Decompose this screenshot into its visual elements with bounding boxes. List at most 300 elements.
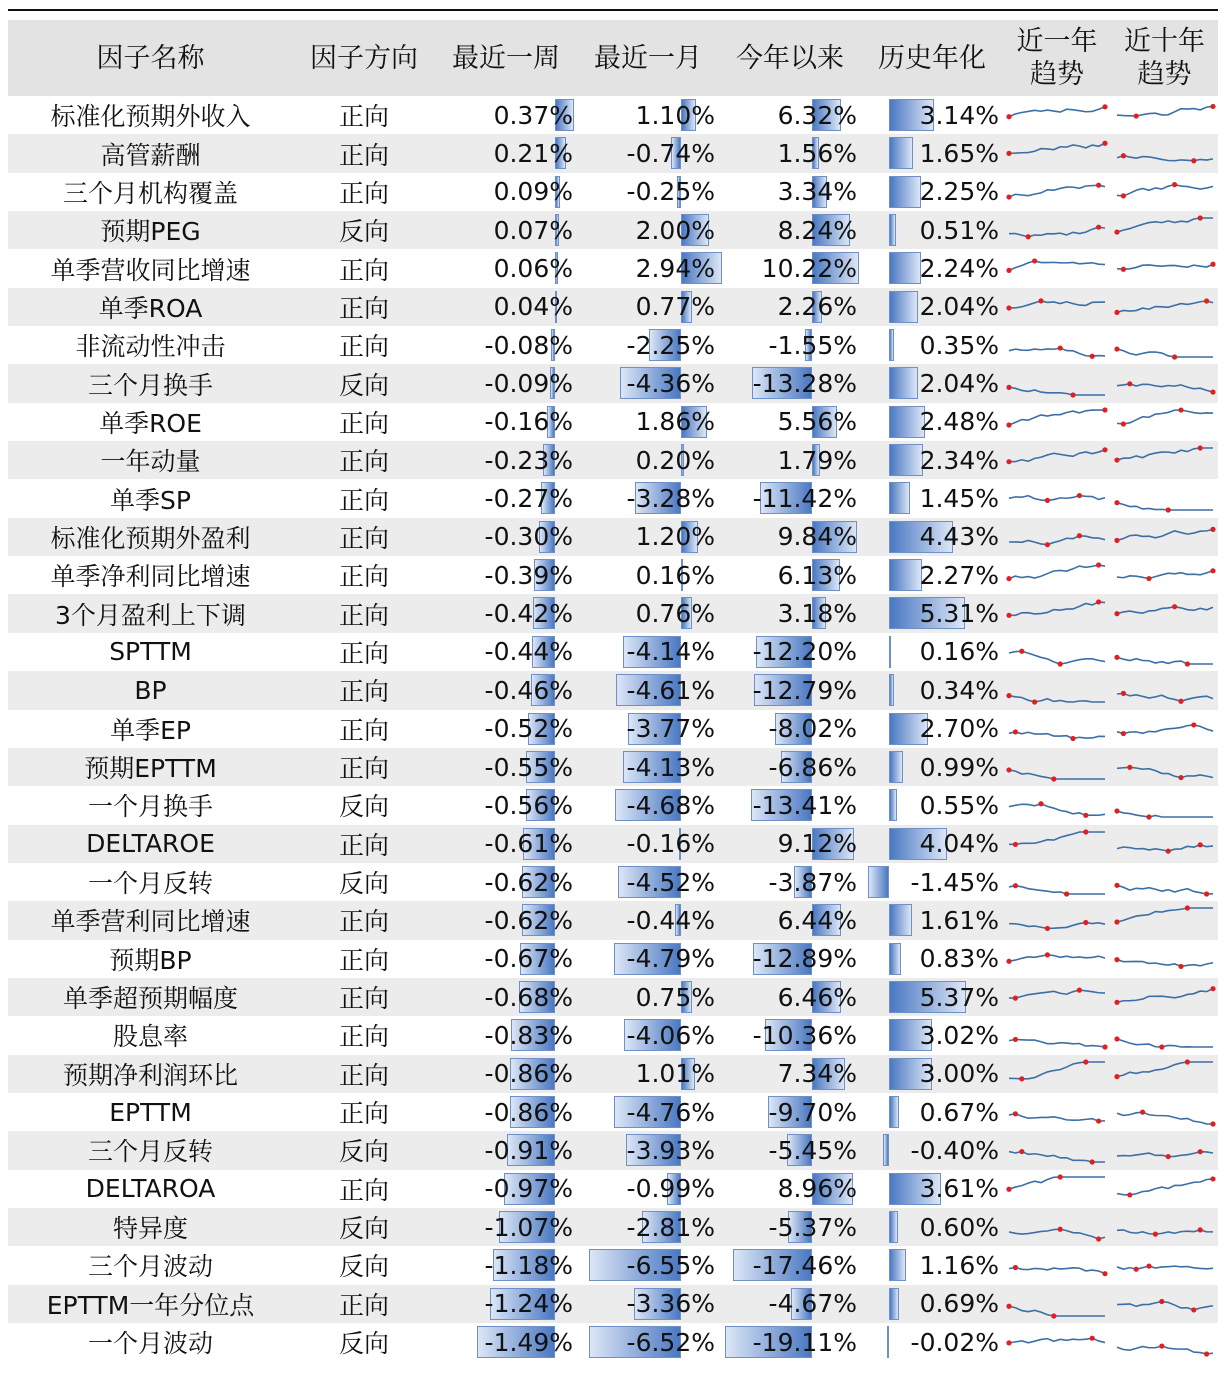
hist-cell <box>861 863 1003 901</box>
ytd-cell <box>719 671 861 709</box>
ytd-value: 6.13% <box>777 560 857 590</box>
month-cell <box>577 288 719 326</box>
sparkline-max-marker <box>1210 1176 1215 1181</box>
sparkline-min-marker <box>1114 920 1119 925</box>
trend-10y-sparkline <box>1113 406 1217 438</box>
sparkline-max-marker <box>1210 568 1215 573</box>
sparkline-max-marker <box>1077 987 1082 992</box>
ytd-value: -8.02% <box>768 714 857 744</box>
trend-1y-sparkline <box>1005 252 1109 284</box>
factor-direction: 正向 <box>338 523 389 553</box>
table-row <box>8 978 1218 1016</box>
hist-value: 3.00% <box>919 1059 999 1089</box>
month-cell <box>577 1170 719 1208</box>
month-value: -6.55% <box>626 1250 715 1280</box>
sparkline-path <box>1117 1301 1213 1309</box>
table-row <box>8 1170 1218 1208</box>
trend-1y-sparkline <box>1005 828 1109 860</box>
factor-name: 一个月换手 <box>87 792 213 822</box>
sparkline-max-marker <box>1198 1149 1203 1154</box>
sparkline-min-marker <box>1102 1045 1107 1050</box>
ytd-cell <box>719 173 861 211</box>
table-row <box>8 518 1218 556</box>
header-trend-10y-line2: 趋势 <box>1137 59 1192 90</box>
trend-1y-sparkline <box>1005 406 1109 438</box>
sparkline-max-marker <box>1083 920 1088 925</box>
trend-1y-sparkline <box>1005 291 1109 323</box>
hist-bar <box>868 866 889 898</box>
month-value: 0.20% <box>635 445 715 475</box>
month-cell <box>577 786 719 824</box>
trend-10y-sparkline <box>1113 1096 1217 1128</box>
hist-value: 4.04% <box>919 829 999 859</box>
factor-name: BP <box>134 675 167 705</box>
week-value: -0.86% <box>484 1097 573 1127</box>
week-cell <box>435 288 577 326</box>
sparkline-path <box>1117 1346 1213 1354</box>
sparkline-max-marker <box>1038 298 1043 303</box>
month-cell <box>577 173 719 211</box>
ytd-cell <box>719 748 861 786</box>
sparkline-min-marker <box>1083 813 1088 818</box>
month-value: -4.68% <box>626 790 715 820</box>
ytd-value: 5.56% <box>777 407 857 437</box>
table-row <box>8 710 1218 748</box>
hist-value: 5.37% <box>919 982 999 1012</box>
month-value: -0.44% <box>626 905 715 935</box>
month-cell <box>577 403 719 441</box>
month-cell <box>577 326 719 364</box>
week-cell <box>435 479 577 517</box>
week-value: -0.39% <box>484 560 573 590</box>
trend-10y-sparkline <box>1113 214 1217 246</box>
week-value: -0.55% <box>484 752 573 782</box>
sparkline-path <box>1117 410 1213 424</box>
month-value: -3.36% <box>626 1289 715 1319</box>
sparkline-path <box>1009 388 1105 396</box>
month-value: -4.61% <box>626 675 715 705</box>
factor-name: 三个月反转 <box>87 1137 213 1167</box>
table-header <box>8 20 1218 96</box>
factor-direction: 正向 <box>338 140 389 170</box>
sparkline-max-marker <box>1013 1265 1018 1270</box>
week-cell <box>435 940 577 978</box>
sparkline-path <box>1009 923 1105 929</box>
hist-value: 2.70% <box>919 714 999 744</box>
week-value: -0.68% <box>484 982 573 1012</box>
ytd-value: 3.34% <box>777 177 857 207</box>
hist-value: 4.43% <box>919 522 999 552</box>
sparkline-max-marker <box>1210 262 1215 267</box>
month-value: -3.28% <box>626 484 715 514</box>
sparkline-max-marker <box>1038 801 1043 806</box>
ytd-cell <box>719 556 861 594</box>
hist-cell <box>861 710 1003 748</box>
trend-10y-sparkline <box>1113 1173 1217 1205</box>
sparkline-min-marker <box>1032 700 1037 705</box>
sparkline-min-marker <box>1210 390 1215 395</box>
sparkline-path <box>1117 811 1213 817</box>
week-value: 0.37% <box>493 100 573 130</box>
sparkline-min-marker <box>1153 1231 1158 1236</box>
sparkline-min-marker <box>1166 848 1171 853</box>
sparkline-path <box>1009 565 1105 579</box>
week-value: 0.21% <box>493 139 573 169</box>
table-row <box>8 1093 1218 1131</box>
ytd-value: -12.79% <box>752 675 857 705</box>
sparkline-path <box>1117 908 1213 922</box>
sparkline-path <box>1117 218 1213 232</box>
week-value: -0.86% <box>484 1059 573 1089</box>
hist-value: -1.45% <box>910 867 999 897</box>
week-value: 0.09% <box>493 177 573 207</box>
week-cell <box>435 1208 577 1246</box>
sparkline-min-marker <box>1013 995 1018 1000</box>
sparkline-path <box>1117 184 1213 195</box>
month-value: -0.25% <box>626 177 715 207</box>
ytd-value: 8.24% <box>777 215 857 245</box>
week-value: -0.52% <box>484 714 573 744</box>
hist-cell <box>861 173 1003 211</box>
sparkline-min-marker <box>1070 393 1075 398</box>
trend-10y-sparkline <box>1113 252 1217 284</box>
sparkline-path <box>1009 301 1105 308</box>
sparkline-min-marker <box>1051 776 1056 781</box>
hist-value: 1.16% <box>919 1250 999 1280</box>
trend-10y-sparkline <box>1113 137 1217 169</box>
sparkline-min-marker <box>1134 113 1139 118</box>
month-value: 0.77% <box>635 292 715 322</box>
sparkline-max-marker <box>1140 1109 1145 1114</box>
week-cell <box>435 671 577 709</box>
trend-1y-sparkline <box>1005 1019 1109 1051</box>
week-cell <box>435 249 577 287</box>
sparkline-path <box>1117 694 1213 702</box>
table-body <box>8 96 1218 1361</box>
sparkline-max-marker <box>1198 445 1203 450</box>
sparkline-min-marker <box>1121 267 1126 272</box>
sparkline-max-marker <box>1114 883 1119 888</box>
week-cell <box>435 1016 577 1054</box>
ytd-value: -19.11% <box>752 1327 857 1357</box>
week-value: -0.23% <box>484 445 573 475</box>
trend-10y-sparkline <box>1113 636 1217 668</box>
trend-1y-sparkline <box>1005 904 1109 936</box>
sparkline-min-marker <box>1006 422 1011 427</box>
hist-value: 1.45% <box>919 484 999 514</box>
factor-direction: 反向 <box>338 869 389 899</box>
ytd-value: 6.46% <box>777 982 857 1012</box>
table-row <box>8 249 1218 287</box>
sparkline-max-marker <box>1006 1303 1011 1308</box>
sparkline-max-marker <box>1083 1059 1088 1064</box>
factor-name: DELTAROE <box>86 829 215 859</box>
sparkline-min-marker <box>1146 576 1151 581</box>
sparkline-max-marker <box>1121 153 1126 158</box>
hist-cell <box>861 1055 1003 1093</box>
week-value: -0.08% <box>484 330 573 360</box>
ytd-value: -5.37% <box>768 1212 857 1242</box>
month-cell <box>577 863 719 901</box>
ytd-cell <box>719 96 861 134</box>
factor-direction: 正向 <box>338 447 389 477</box>
hist-cell <box>861 1131 1003 1169</box>
factor-name: 一个月波动 <box>87 1329 213 1359</box>
trend-1y-sparkline <box>1005 789 1109 821</box>
hist-cell <box>861 671 1003 709</box>
trend-1y-sparkline <box>1005 1211 1109 1243</box>
ytd-cell <box>719 1093 861 1131</box>
hist-value: 0.55% <box>919 790 999 820</box>
factor-name: 单季ROA <box>98 293 203 323</box>
week-cell <box>435 978 577 1016</box>
month-value: 0.75% <box>635 982 715 1012</box>
hist-cell <box>861 1208 1003 1246</box>
trend-1y-sparkline <box>1005 329 1109 361</box>
ytd-cell <box>719 786 861 824</box>
sparkline-min-marker <box>1114 310 1119 315</box>
factor-direction: 正向 <box>338 1022 389 1052</box>
ytd-cell <box>719 710 861 748</box>
factor-direction: 反向 <box>338 1137 389 1167</box>
factor-direction: 正向 <box>338 485 389 515</box>
sparkline-path <box>1117 1062 1213 1077</box>
ytd-cell <box>719 978 861 1016</box>
sparkline-min-marker <box>1114 1000 1119 1005</box>
week-cell <box>435 1285 577 1323</box>
hist-bar <box>889 482 910 514</box>
hist-value: 0.60% <box>919 1212 999 1242</box>
hist-value: 2.04% <box>919 292 999 322</box>
hist-bar <box>889 176 921 208</box>
table-row <box>8 901 1218 939</box>
sparkline-max-marker <box>1198 842 1203 847</box>
month-cell <box>577 556 719 594</box>
trend-10y-sparkline <box>1113 981 1217 1013</box>
week-cell <box>435 1246 577 1284</box>
factor-direction: 正向 <box>338 408 389 438</box>
sparkline-path <box>1009 450 1105 462</box>
ytd-cell <box>719 479 861 517</box>
month-cell <box>577 825 719 863</box>
month-cell <box>577 978 719 1016</box>
week-value: -0.91% <box>484 1135 573 1165</box>
factor-direction: 正向 <box>338 638 389 668</box>
factor-name: EPTTM <box>109 1097 192 1127</box>
trend-10y-sparkline <box>1113 597 1217 629</box>
table-row <box>8 1323 1218 1361</box>
month-value: -2.81% <box>626 1212 715 1242</box>
sparkline-max-marker <box>1013 729 1018 734</box>
factor-name: 标准化预期外盈利 <box>50 523 251 553</box>
sparkline-path <box>1009 496 1105 501</box>
month-cell <box>577 1016 719 1054</box>
month-cell <box>577 940 719 978</box>
hist-bar <box>889 904 912 936</box>
hist-value: 2.25% <box>919 177 999 207</box>
sparkline-min-marker <box>1006 194 1011 199</box>
trend-10y-sparkline <box>1113 1249 1217 1281</box>
factor-direction: 正向 <box>338 677 389 707</box>
sparkline-path <box>1009 990 1105 998</box>
factor-direction: 正向 <box>338 562 389 592</box>
trend-1y-sparkline <box>1005 176 1109 208</box>
week-cell <box>435 594 577 632</box>
ytd-value: 9.12% <box>777 829 857 859</box>
factor-direction: 正向 <box>338 907 389 937</box>
week-cell <box>435 326 577 364</box>
sparkline-max-marker <box>1032 259 1037 264</box>
sparkline-path <box>1009 1229 1105 1239</box>
ytd-cell <box>719 441 861 479</box>
factor-direction: 正向 <box>338 600 389 630</box>
factor-direction: 正向 <box>338 830 389 860</box>
hist-value: 2.27% <box>919 560 999 590</box>
sparkline-path <box>1117 989 1213 1003</box>
week-cell <box>435 710 577 748</box>
sparkline-path <box>1117 657 1213 664</box>
hist-value: 3.14% <box>919 100 999 130</box>
ytd-value: 8.96% <box>777 1174 857 1204</box>
sparkline-min-marker <box>1191 1307 1196 1312</box>
sparkline-path <box>1009 602 1105 615</box>
header-hist: 历史年化 <box>878 42 986 74</box>
sparkline-min-marker <box>1114 230 1119 235</box>
month-cell <box>577 1208 719 1246</box>
factor-name: 特异度 <box>112 1214 188 1244</box>
week-value: -1.18% <box>484 1250 573 1280</box>
ytd-cell <box>719 1170 861 1208</box>
hist-bar <box>889 444 923 476</box>
hist-cell <box>861 978 1003 1016</box>
ytd-cell <box>719 326 861 364</box>
week-value: -0.09% <box>484 369 573 399</box>
week-value: -1.49% <box>484 1327 573 1357</box>
trend-10y-sparkline <box>1113 559 1217 591</box>
month-value: 2.94% <box>635 254 715 284</box>
hist-value: 5.31% <box>919 599 999 629</box>
week-cell <box>435 1055 577 1093</box>
trend-10y-sparkline <box>1113 1019 1217 1051</box>
sparkline-min-marker <box>1045 498 1050 503</box>
week-cell <box>435 786 577 824</box>
sparkline-max-marker <box>1045 952 1050 957</box>
table-row <box>8 479 1218 517</box>
month-value: -6.52% <box>626 1327 715 1357</box>
sparkline-path <box>1009 410 1105 425</box>
sparkline-max-marker <box>1114 809 1119 814</box>
hist-cell <box>861 901 1003 939</box>
hist-bar <box>889 1249 906 1281</box>
week-value: -0.42% <box>484 599 573 629</box>
ytd-cell <box>719 633 861 671</box>
hist-cell <box>861 1170 1003 1208</box>
sparkline-max-marker <box>1210 527 1215 532</box>
header-month: 最近一月 <box>594 42 702 74</box>
sparkline-min-marker <box>1204 891 1209 896</box>
trend-1y-sparkline <box>1005 1326 1109 1358</box>
month-cell <box>577 1323 719 1361</box>
header-trend-1y <box>1003 20 1111 96</box>
month-value: 0.76% <box>635 599 715 629</box>
sparkline-max-marker <box>1096 563 1101 568</box>
sparkline-path <box>1009 107 1105 117</box>
hist-bar <box>889 252 921 284</box>
sparkline-path <box>1117 503 1213 510</box>
month-value: 2.00% <box>635 215 715 245</box>
hist-bar <box>889 636 891 668</box>
sparkline-max-marker <box>1102 104 1107 109</box>
sparkline-max-marker <box>1114 957 1119 962</box>
ytd-value: -10.36% <box>752 1020 857 1050</box>
hist-cell <box>861 1246 1003 1284</box>
month-cell <box>577 1055 719 1093</box>
trend-1y-sparkline <box>1005 1134 1109 1166</box>
sparkline-max-marker <box>1077 533 1082 538</box>
hist-cell <box>861 288 1003 326</box>
factor-direction: 反向 <box>338 792 389 822</box>
factor-direction: 正向 <box>338 984 389 1014</box>
week-value: -0.83% <box>484 1020 573 1050</box>
sparkline-min-marker <box>1102 1271 1107 1276</box>
hist-cell <box>861 594 1003 632</box>
header-trend-10y <box>1111 20 1218 96</box>
ytd-cell <box>719 1055 861 1093</box>
sparkline-min-marker <box>1006 268 1011 273</box>
ytd-cell <box>719 211 861 249</box>
ytd-cell <box>719 518 861 556</box>
factor-direction: 正向 <box>338 945 389 975</box>
month-cell <box>577 249 719 287</box>
factor-name: 一年动量 <box>100 447 201 477</box>
factor-direction: 反向 <box>338 1329 389 1359</box>
hist-value: 0.67% <box>919 1097 999 1127</box>
month-cell <box>577 134 719 172</box>
month-value: -0.74% <box>626 139 715 169</box>
hist-cell <box>861 249 1003 287</box>
factor-direction: 正向 <box>338 715 389 745</box>
trend-10y-sparkline <box>1113 789 1217 821</box>
ytd-value: 1.79% <box>777 445 857 475</box>
week-cell <box>435 173 577 211</box>
month-value: 1.86% <box>635 407 715 437</box>
trend-1y-sparkline <box>1005 597 1109 629</box>
sparkline-min-marker <box>1121 730 1126 735</box>
sparkline-max-marker <box>1146 1264 1151 1269</box>
sparkline-max-marker <box>1210 104 1215 109</box>
hist-cell <box>861 403 1003 441</box>
week-cell <box>435 633 577 671</box>
hist-cell <box>861 96 1003 134</box>
week-cell <box>435 441 577 479</box>
ytd-cell <box>719 594 861 632</box>
month-cell <box>577 901 719 939</box>
table-row <box>8 633 1218 671</box>
sparkline-max-marker <box>1006 385 1011 390</box>
sparkline-max-marker <box>1013 1111 1018 1116</box>
hist-value: -0.02% <box>910 1327 999 1357</box>
trend-10y-sparkline <box>1113 367 1217 399</box>
factor-table <box>8 20 1218 1361</box>
hist-value: 0.51% <box>919 215 999 245</box>
sparkline-min-marker <box>1121 193 1126 198</box>
sparkline-path <box>1117 1112 1213 1124</box>
trend-1y-sparkline <box>1005 751 1109 783</box>
sparkline-max-marker <box>1013 883 1018 888</box>
month-value: -4.52% <box>626 867 715 897</box>
month-value: -4.06% <box>626 1020 715 1050</box>
sparkline-path <box>1117 885 1213 894</box>
